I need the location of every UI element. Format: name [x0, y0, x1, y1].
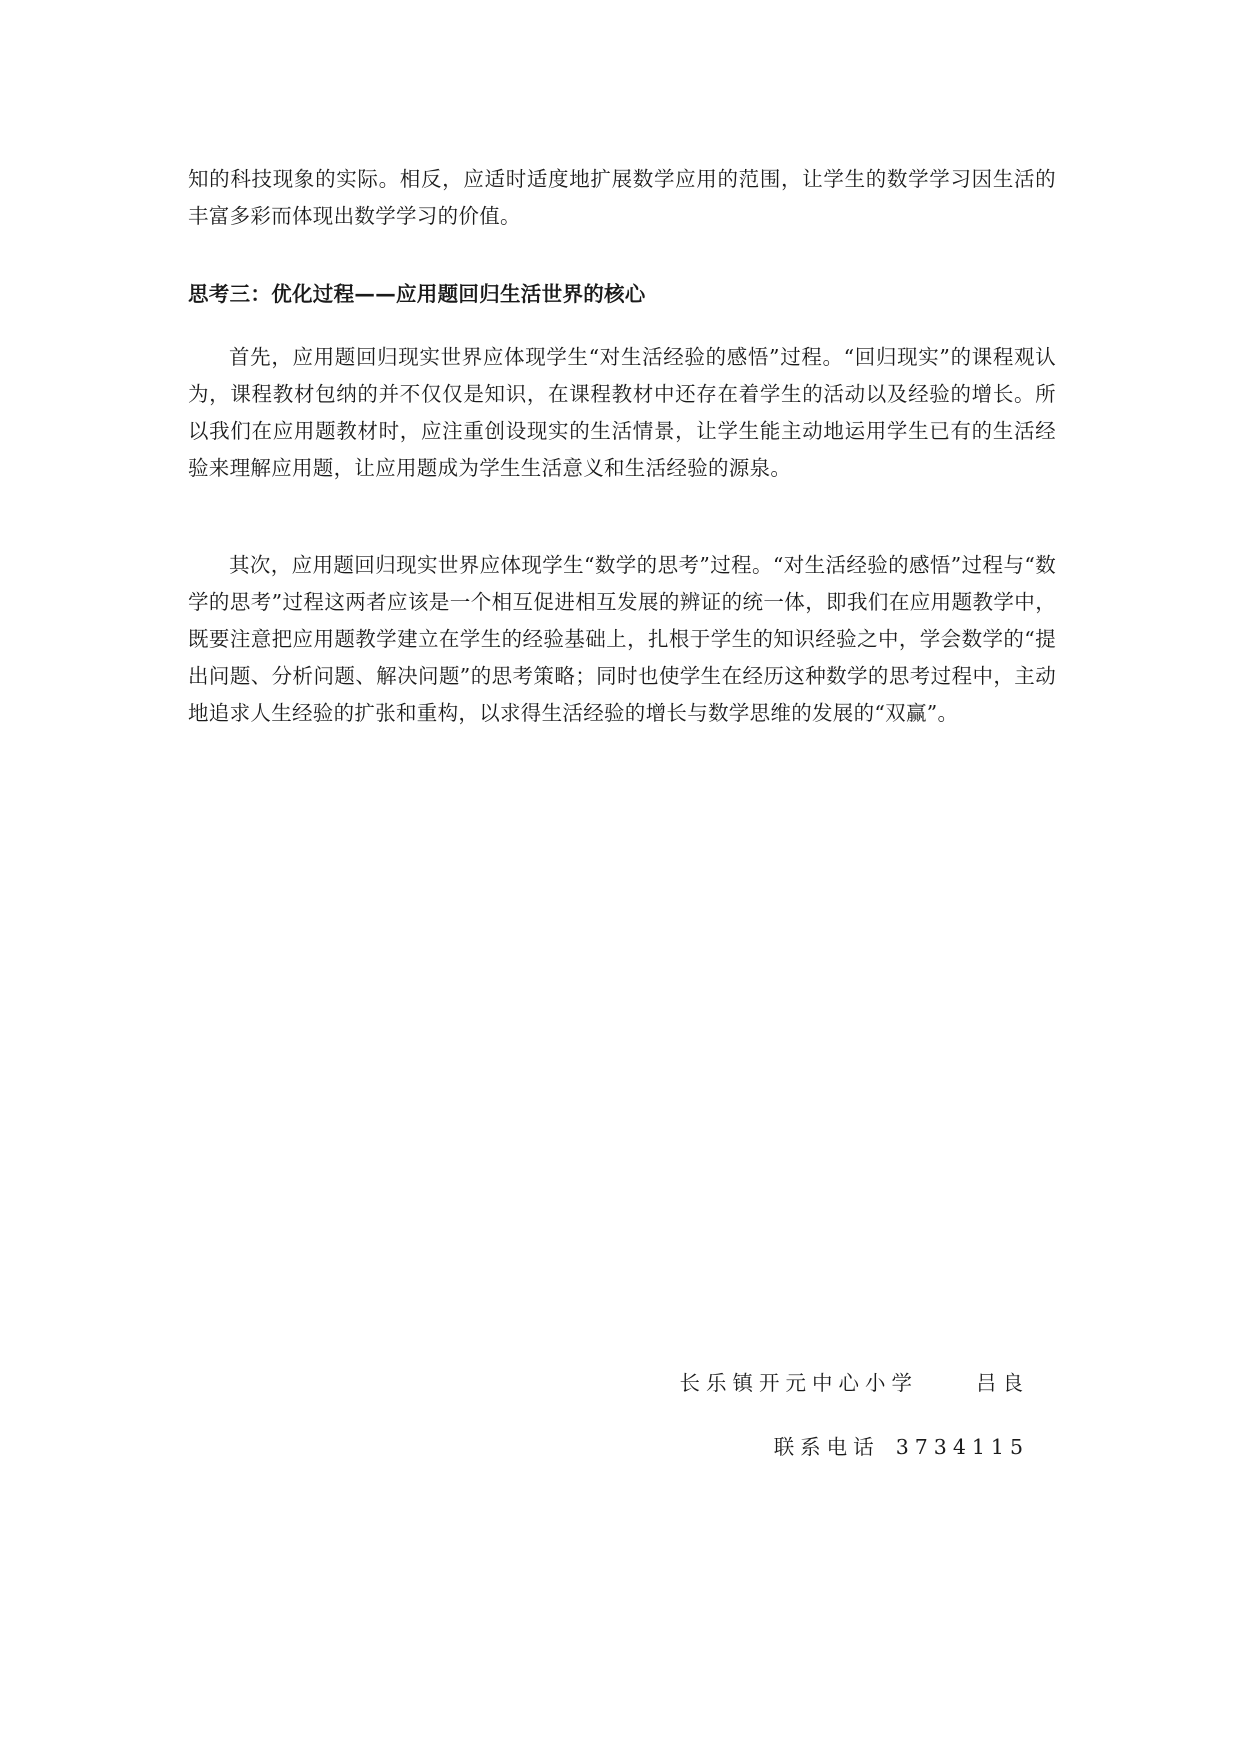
contact-phone-label: 联系电话 — [773, 1435, 880, 1459]
signature-organization: 长乐镇开元中心小学 — [679, 1371, 918, 1395]
signature-author: 吕良 — [976, 1371, 1029, 1395]
section-heading: 思考三：优化过程——应用题回归生活世界的核心 — [188, 282, 646, 306]
signature-line — [680, 1368, 1030, 1398]
continuation-paragraph: 知的科技现象的实际。相反，应适时适度地扩展数学应用的范围，让学生的数学学习因生活的丰富多彩而体现出数学学习的价值。 — [188, 167, 1056, 228]
contact-line — [774, 1432, 1029, 1462]
body-paragraph-first: 首先，应用题回归现实世界应体现学生“对生活经验的感悟”过程。“回归现实”的课程观认为，课程教材包纳的并不仅仅是知识，在课程教材中还存在着学生的活动以及经验的增长。所以我们在应用题教材时，应注重创设现实的生活情景，让学生能主动地运用学生已有的生活经验来理解应用题，让应用题成为学生生活意义和生活经验的源泉。 — [188, 345, 1056, 480]
body-paragraph-second: 其次，应用题回归现实世界应体现学生“数学的思考”过程。“对生活经验的感悟”过程与“数学的思考”过程这两者应该是一个相互促进相互发展的辨证的统一体，即我们在应用题教学中，既要注意把应用题教学建立在学生的经验基础上，扎根于学生的知识经验之中，学会数学的“提出问题、分析问题、解决问题”的思考策略；同时也使学生在经历这种数学的思考过程中，主动地追求人生经验的扩张和重构，以求得生活经验的增长与数学思维的发展的“双赢”。 — [188, 553, 1056, 725]
contact-phone-number: 3734115 — [895, 1435, 1029, 1459]
